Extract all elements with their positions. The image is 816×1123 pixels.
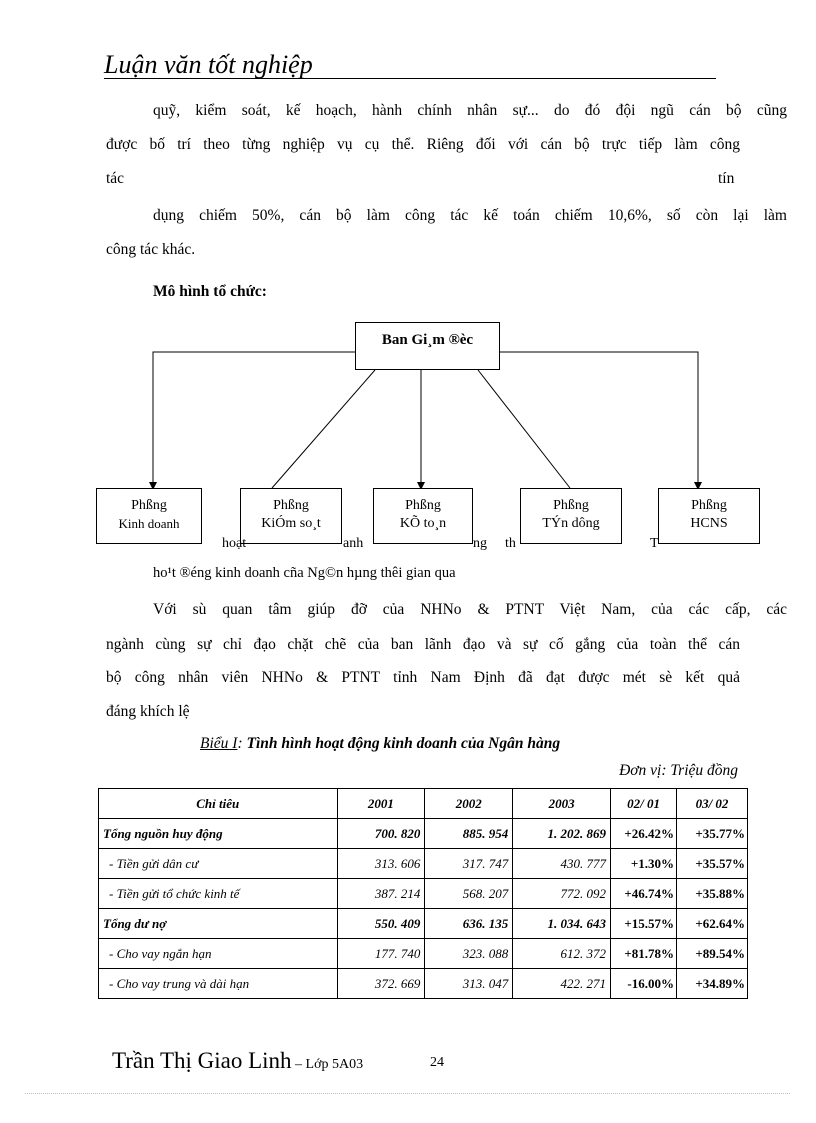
value-2002: 885. 954 <box>425 819 513 849</box>
paragraph-1-line-1: quỹ, kiểm soát, kế hoạch, hành chính nhân sự... do đó đội ngũ cán bộ cũng <box>153 102 787 119</box>
org-box-label-bottom: TÝn dông <box>542 516 600 531</box>
paragraph-1-line-3-right: tín <box>718 170 735 187</box>
table-header-cell: 03/ 02 <box>677 789 748 819</box>
org-box-label-top: Phßng <box>691 498 727 513</box>
section-heading-fragment: anh <box>343 536 364 551</box>
table-row <box>99 969 748 999</box>
row-label: - Cho vay ngắn hạn <box>99 939 338 969</box>
paragraph-2-line-1: Với sù quan tâm giúp đỡ của NHNo & PTNT Việt Nam, của các cấp, các <box>153 601 787 618</box>
section-heading-fragment: th <box>505 536 516 551</box>
table-caption-separator: : <box>237 735 247 752</box>
paragraph-1-line-3-left: tác <box>106 170 125 187</box>
org-box-label-top: Phßng <box>405 498 441 513</box>
change-03-02: +89.54% <box>677 939 748 969</box>
document-header-title: Luận văn tốt nghiệp <box>104 50 313 79</box>
paragraph-2-line-4: đáng khích lệ <box>106 703 190 720</box>
org-box-kinh-doanh <box>96 488 202 544</box>
section-heading-fragment: ng <box>473 536 487 551</box>
table-caption <box>200 735 560 753</box>
value-2003: 1. 034. 643 <box>513 909 611 939</box>
row-label: - Tiền gửi dân cư <box>99 849 338 879</box>
org-box-tin-dung <box>520 488 622 544</box>
table-header-cell: 02/ 01 <box>611 789 677 819</box>
table-caption-title: Tình hình hoạt động kinh doanh của Ngân hàng <box>246 735 561 752</box>
page-bottom-divider <box>25 1093 790 1094</box>
footer-author-class: – Lớp 5A03 <box>291 1057 364 1072</box>
value-2001: 177. 740 <box>337 939 425 969</box>
paragraph-1-line-4: dụng chiếm 50%, cán bộ làm công tác kế toán chiếm 10,6%, số còn lại làm <box>153 207 787 224</box>
table-row <box>99 849 748 879</box>
org-box-label-top: Phßng <box>553 498 589 513</box>
business-results-table <box>98 788 748 999</box>
change-02-01: +15.57% <box>611 909 677 939</box>
table-header-cell: Chỉ tiêu <box>99 789 338 819</box>
change-02-01: +1.30% <box>611 849 677 879</box>
org-box-label-top: Phßng <box>273 498 309 513</box>
row-label: - Cho vay trung và dài hạn <box>99 969 338 999</box>
section-heading-line-2: ho¹t ®éng kinh doanh cña Ng©n hµng thêi gian qua <box>153 565 456 581</box>
table-header-cell: 2001 <box>337 789 425 819</box>
change-03-02: +35.57% <box>677 849 748 879</box>
value-2002: 313. 047 <box>425 969 513 999</box>
org-box-hcns <box>658 488 760 544</box>
change-03-02: +35.77% <box>677 819 748 849</box>
row-label: Tổng nguồn huy động <box>99 819 338 849</box>
table-caption-prefix: Biểu I <box>200 735 238 752</box>
change-03-02: +34.89% <box>677 969 748 999</box>
change-03-02: +35.88% <box>677 879 748 909</box>
footer-author-name: Trần Thị Giao Linh <box>112 1048 292 1073</box>
section-heading-fragment: T <box>650 536 659 551</box>
table-row <box>99 819 748 849</box>
org-box-kiem-soat <box>240 488 342 544</box>
table-header-row <box>99 789 748 819</box>
value-2002: 323. 088 <box>425 939 513 969</box>
org-box-label-bottom: Kinh doanh <box>118 516 180 531</box>
section-heading-fragment: hoạt <box>222 536 247 551</box>
change-02-01: +46.74% <box>611 879 677 909</box>
table-row <box>99 909 748 939</box>
value-2001: 372. 669 <box>337 969 425 999</box>
value-2002: 568. 207 <box>425 879 513 909</box>
table-header-cell: 2002 <box>425 789 513 819</box>
row-label: - Tiền gửi tổ chức kinh tế <box>99 879 338 909</box>
table-unit: Đơn vị: Triệu đồng <box>619 762 738 779</box>
value-2001: 700. 820 <box>337 819 425 849</box>
value-2002: 317. 747 <box>425 849 513 879</box>
org-box-ban-giam-doc: Ban Gi¸m ®èc <box>355 322 500 370</box>
paragraph-2-line-3: bộ công nhân viên NHNo & PTNT tỉnh Nam Định đã đạt được mét sè kết quả <box>106 669 740 686</box>
change-03-02: +62.64% <box>677 909 748 939</box>
value-2001: 550. 409 <box>337 909 425 939</box>
value-2003: 1. 202. 869 <box>513 819 611 849</box>
page-number: 24 <box>430 1055 444 1070</box>
value-2003: 612. 372 <box>513 939 611 969</box>
value-2003: 422. 271 <box>513 969 611 999</box>
paragraph-2-line-2: ngành cùng sự chỉ đạo chặt chẽ của ban lãnh đạo và sự cố gắng của toàn thể cán <box>106 636 740 653</box>
org-box-ke-toan <box>373 488 473 544</box>
org-box-label-bottom: HCNS <box>690 516 728 531</box>
footer-author <box>112 1048 363 1074</box>
paragraph-1-line-5: công tác khác. <box>106 241 196 258</box>
table-row <box>99 879 748 909</box>
value-2001: 387. 214 <box>337 879 425 909</box>
row-label: Tổng dư nợ <box>99 909 338 939</box>
paragraph-1-line-2: được bố trí theo từng nghiệp vụ cụ thể. Riêng đối với cán bộ trực tiếp làm công <box>106 136 740 153</box>
org-box-label-bottom: KÕ to¸n <box>399 516 447 531</box>
change-02-01: -16.00% <box>611 969 677 999</box>
value-2002: 636. 135 <box>425 909 513 939</box>
change-02-01: +26.42% <box>611 819 677 849</box>
org-chart-heading: Mô hình tổ chức: <box>153 283 267 300</box>
value-2003: 772. 092 <box>513 879 611 909</box>
org-box-label-top: Phßng <box>131 498 167 513</box>
org-box-label-bottom: KiÓm so¸t <box>261 516 321 531</box>
change-02-01: +81.78% <box>611 939 677 969</box>
value-2001: 313. 606 <box>337 849 425 879</box>
value-2003: 430. 777 <box>513 849 611 879</box>
table-header-cell: 2003 <box>513 789 611 819</box>
table-row <box>99 939 748 969</box>
